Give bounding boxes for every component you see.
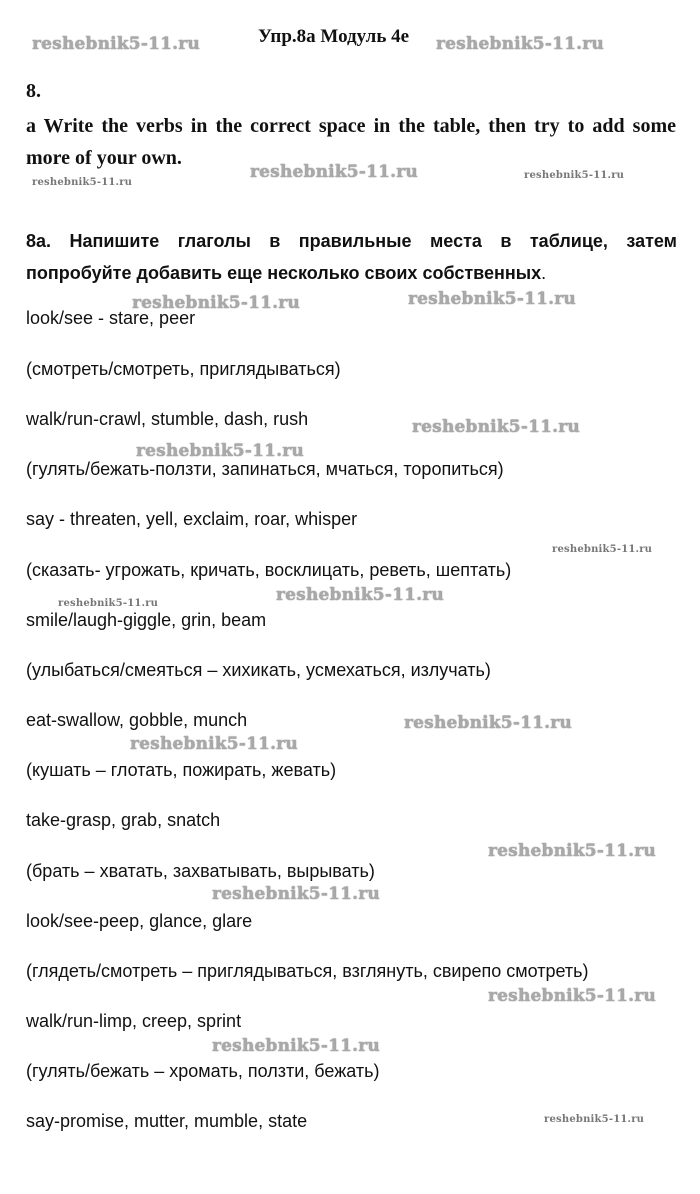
watermark: reshebnik5-11.ru	[488, 841, 656, 861]
page-title: Упр.8a Модуль 4e	[258, 26, 410, 47]
watermark: reshebnik5-11.ru	[58, 598, 159, 609]
task-russian-text: 8a. Напишите глаголы в правильные места в таблице, затем попробуйте добавить еще несколько своих собственных	[26, 231, 677, 283]
answer-line: say-promise, mutter, mumble, state	[26, 1111, 308, 1131]
watermark: reshebnik5-11.ru	[276, 585, 444, 605]
watermark: reshebnik5-11.ru	[250, 162, 418, 182]
answer-line: (сказать- угрожать, кричать, восклицать, реветь, шептать)	[26, 560, 512, 580]
task-russian	[26, 225, 677, 289]
answer-line: (брать – хватать, захватывать, вырывать)	[26, 861, 375, 881]
answer-line: look/see - stare, peer	[26, 308, 196, 328]
watermark: reshebnik5-11.ru	[412, 417, 580, 437]
task-russian-period: .	[541, 263, 547, 283]
watermark: reshebnik5-11.ru	[488, 986, 656, 1006]
watermark: reshebnik5-11.ru	[132, 293, 300, 313]
watermark: reshebnik5-11.ru	[436, 34, 604, 54]
answer-line: (улыбаться/смеяться – хихикать, усмехаться, излучать)	[26, 660, 491, 680]
watermark: reshebnik5-11.ru	[136, 441, 304, 461]
answer-line: (смотреть/смотреть, приглядываться)	[26, 359, 341, 379]
answer-line: (глядеть/смотреть – приглядываться, взглянуть, свирепо смотреть)	[26, 961, 589, 981]
watermark: reshebnik5-11.ru	[552, 544, 653, 555]
answer-line: look/see-peep, glance, glare	[26, 911, 253, 931]
answer-line: eat-swallow, gobble, munch	[26, 710, 248, 730]
watermark: reshebnik5-11.ru	[408, 289, 576, 309]
answer-line: take-grasp, grab, snatch	[26, 810, 221, 830]
watermark: reshebnik5-11.ru	[524, 170, 625, 181]
watermark: reshebnik5-11.ru	[212, 884, 380, 904]
watermark: reshebnik5-11.ru	[212, 1036, 380, 1056]
answer-line: (гулять/бежать-ползти, запинаться, мчаться, торопиться)	[26, 459, 504, 479]
answer-line: say - threaten, yell, exclaim, roar, whisper	[26, 509, 358, 529]
watermark: reshebnik5-11.ru	[32, 34, 200, 54]
answer-line: (кушать – глотать, пожирать, жевать)	[26, 760, 337, 780]
watermark: reshebnik5-11.ru	[130, 734, 298, 754]
watermark: reshebnik5-11.ru	[544, 1114, 645, 1125]
watermark: reshebnik5-11.ru	[32, 177, 133, 188]
answer-line: walk/run-limp, creep, sprint	[26, 1011, 242, 1031]
watermark: reshebnik5-11.ru	[404, 713, 572, 733]
answer-line: (гулять/бежать – хромать, ползти, бежать)	[26, 1061, 380, 1081]
task-english: a Write the verbs in the correct space in the table, then try to add some more of your own.	[26, 115, 676, 169]
answer-line: smile/laugh-giggle, grin, beam	[26, 610, 267, 630]
answer-line: walk/run-crawl, stumble, dash, rush	[26, 409, 309, 429]
exercise-number: 8.	[26, 80, 41, 102]
